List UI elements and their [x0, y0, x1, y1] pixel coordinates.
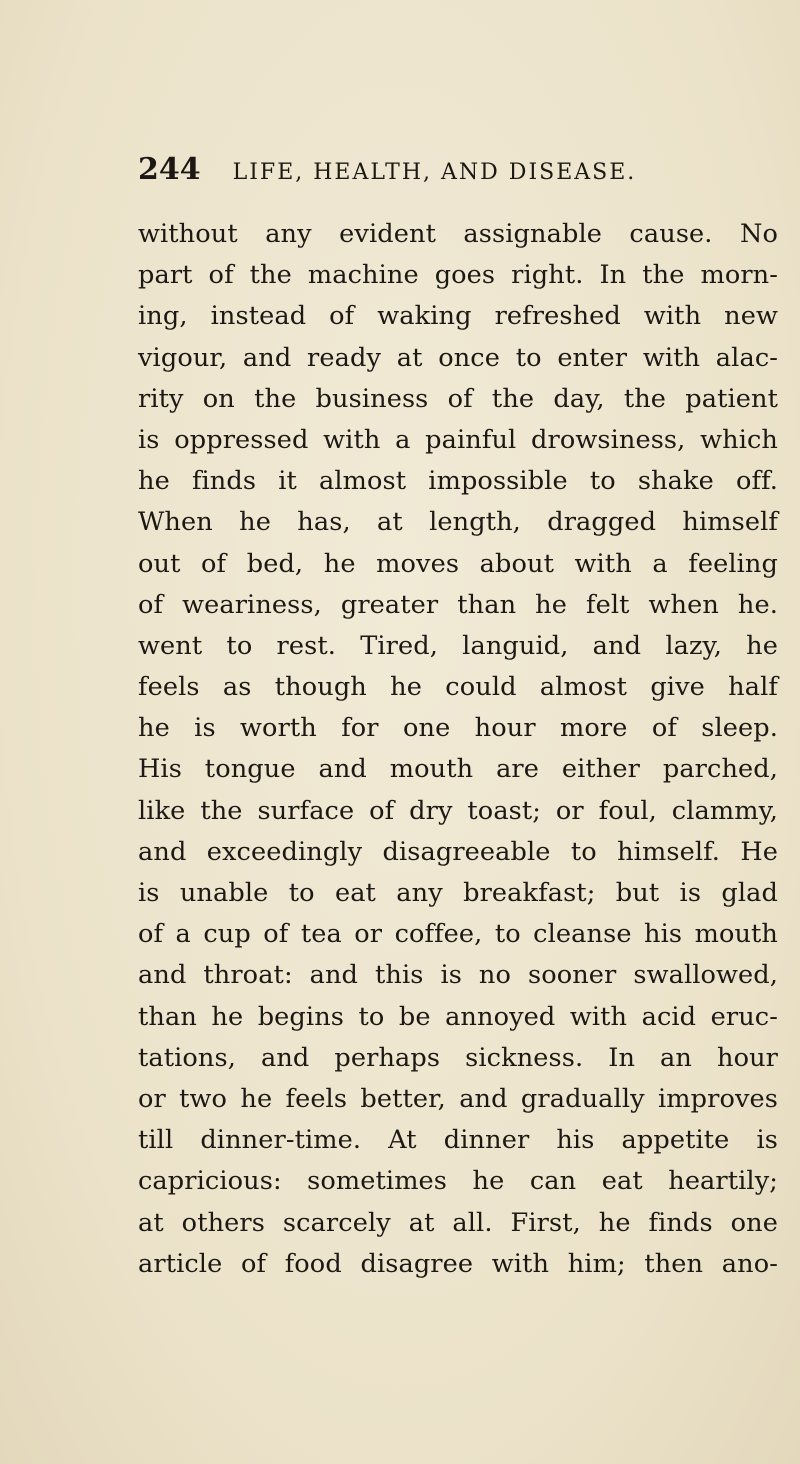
text-line: out of bed, he moves about with a feeling: [138, 548, 778, 579]
text-line: is unable to eat any breakfast; but is glad: [138, 878, 778, 908]
text-line: till dinner-time. At dinner his appetite is: [138, 1125, 778, 1156]
text-line: and throat: and this is no sooner swallowed,: [138, 960, 778, 991]
text-line: went to rest. Tired, languid, and lazy, he: [138, 630, 778, 661]
text-line: or two he feels better, and gradually improves: [138, 1083, 778, 1114]
text-line: is oppressed with a painful drowsiness, which: [138, 424, 778, 455]
text-line: without any evident assignable cause. No: [138, 219, 778, 249]
text-line: ing, instead of waking refreshed with new: [138, 301, 778, 332]
text-line: of a cup of tea or coffee, to cleanse his mouth: [138, 919, 778, 950]
page-number: 244: [138, 152, 201, 187]
text-line: article of food disagree with him; then ano-: [138, 1248, 778, 1279]
body-text: [138, 214, 778, 1285]
text-line: capricious: sometimes he can eat heartily;: [138, 1166, 778, 1197]
text-line: His tongue and mouth are either parched,: [138, 754, 778, 785]
text-line: and exceedingly disagreeable to himself. He: [138, 836, 778, 867]
text-line: he finds it almost impossible to shake off.: [138, 466, 778, 497]
page-header: [138, 152, 778, 192]
text-line: feels as though he could almost give half: [138, 672, 778, 703]
text-line: than he begins to be annoyed with acid eruc-: [138, 1001, 778, 1032]
text-line: of weariness, greater than he felt when he.: [138, 589, 778, 620]
text-line: vigour, and ready at once to enter with alac-: [138, 342, 778, 373]
text-line: When he has, at length, dragged himself: [138, 507, 778, 538]
text-line: part of the machine goes right. In the morn-: [138, 260, 778, 291]
text-line: like the surface of dry toast; or foul, clammy,: [138, 795, 778, 826]
text-line: at others scarcely at all. First, he finds one: [138, 1207, 778, 1238]
running-head: LIFE, HEALTH, AND DISEASE.: [232, 160, 637, 185]
text-line: he is worth for one hour more of sleep.: [138, 713, 778, 744]
text-line: rity on the business of the day, the patient: [138, 383, 778, 414]
text-line: tations, and perhaps sickness. In an hour: [138, 1042, 778, 1073]
